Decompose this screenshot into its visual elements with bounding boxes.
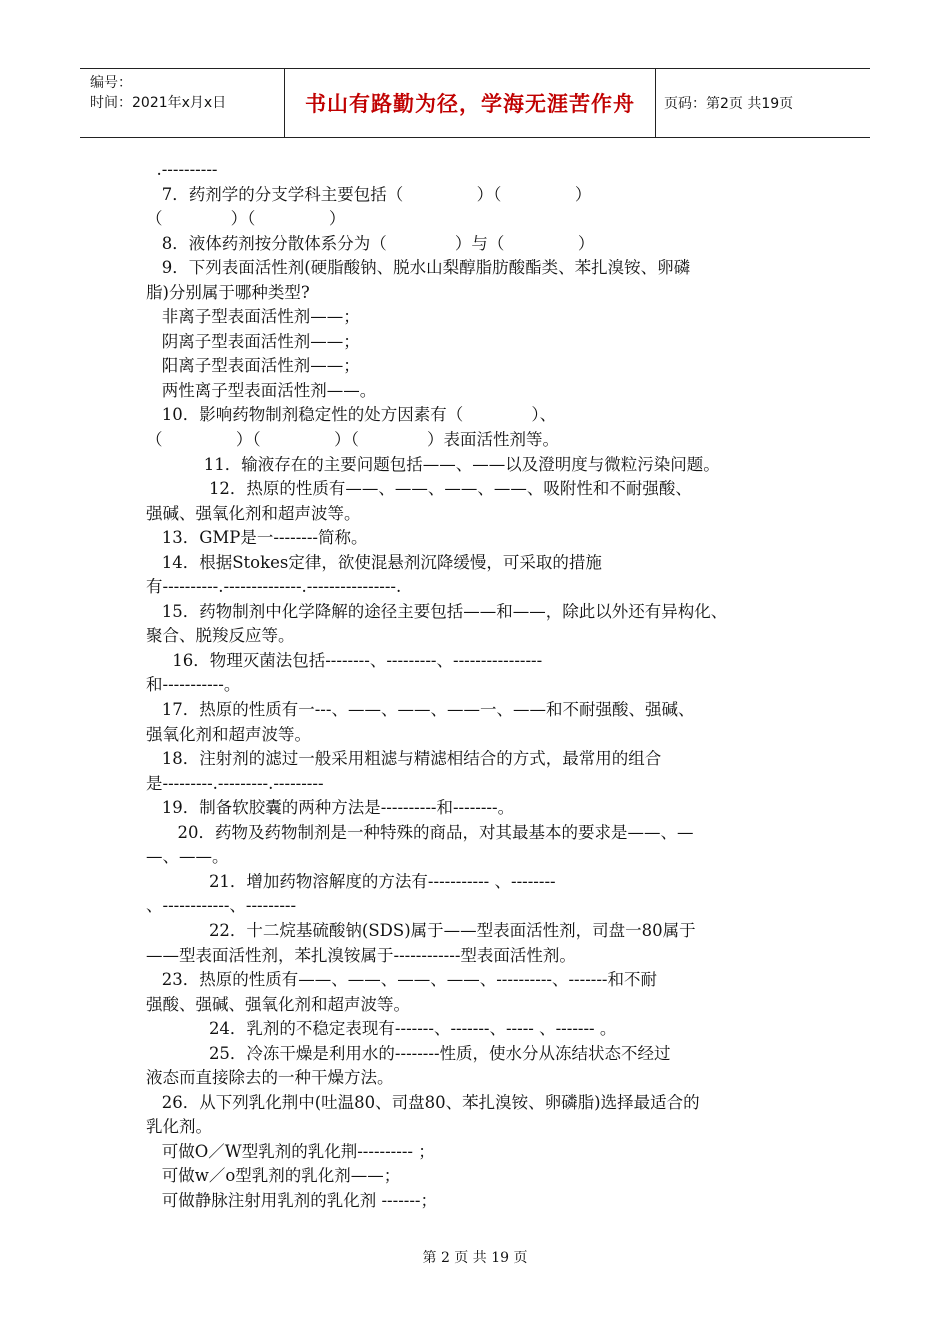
text-line: 和-----------。 (146, 675, 241, 695)
text-line: —、——。 (146, 847, 229, 867)
page-footer: 第 2 页 共 19 页 (422, 1250, 528, 1266)
text-line: 12．热原的性质有——、——、——、——、吸附性和不耐强酸、 (146, 479, 692, 499)
text-line: 21．增加药物溶解度的方法有----------- 、-------- (146, 871, 556, 891)
text-line: 22．十二烷基硫酸钠(SDS)属于——型表面活性剂，司盘一80属于 (146, 920, 696, 940)
text-line: 强碱、强氧化剂和超声波等。 (146, 503, 361, 523)
text-line: （ ）（ ） (146, 209, 346, 229)
text-line: 阳离子型表面活性剂——； (146, 356, 360, 376)
text-line: 、------------、--------- (146, 896, 297, 916)
header-page-info: 页码：第2页 共19页 (664, 96, 794, 112)
text-line: 19．制备软胶囊的两种方法是----------和--------。 (146, 798, 515, 818)
text-line: 10．影响药物制剂稳定性的处方因素有（ ）、 (146, 405, 557, 425)
text-line: 两性离子型表面活性剂——。 (146, 380, 377, 400)
text-line: 17．热原的性质有一---、——、——、——一、——和不耐强酸、强碱、 (146, 700, 695, 720)
text-line: 8．液体药剂按分散体系分为（ ）与（ ） (146, 233, 595, 253)
text-line: 16．物理灭菌法包括--------、---------、---------------- (146, 650, 543, 670)
time-label: 时间：2021年x月x日 (90, 95, 227, 111)
text-line: 可做O／W型乳剂的乳化荆---------- ； (146, 1141, 435, 1161)
document-body (146, 158, 826, 1214)
text-line: 18．注射剂的滤过一般采用粗滤与精滤相结合的方式，最常用的组合 (146, 749, 662, 769)
text-line: 乳化剂。 (146, 1117, 212, 1137)
text-line: 可做w／o型乳剂的乳化剂——； (146, 1166, 401, 1186)
header-motto: 书山有路勤为径，学海无涯苦作舟 (284, 69, 656, 137)
text-line: 9．下列表面活性剂(硬脂酸钠、脱水山梨醇脂肪酸酯类、苯扎溴铵、卵磷 (146, 258, 691, 278)
text-line: 强氧化剂和超声波等。 (146, 724, 311, 744)
text-line: （ ）（ ）（ ）表面活性剂等。 (146, 430, 560, 450)
text-line: 脂)分别属于哪种类型? (146, 282, 310, 302)
text-line: .---------- (146, 160, 218, 179)
text-line: 25．冷冻干燥是利用水的--------性质，使水分从冻结状态不经过 (146, 1043, 671, 1063)
text-line: 聚合、脱羧反应等。 (146, 626, 295, 646)
text-line: 是---------.---------.--------- (146, 773, 324, 793)
text-line: 14．根据Stokes定律，欲使混悬剂沉降缓慢，可采取的措施 (146, 552, 602, 572)
text-line: ——型表面活性剂，苯扎溴铵属于------------型表面活性剂。 (146, 945, 576, 965)
text-line: 20．药物及药物制剂是一种特殊的商品，对其最基本的要求是——、— (146, 822, 694, 842)
text-line: 11．输液存在的主要问题包括——、——以及澄明度与微粒污染问题。 (146, 454, 720, 474)
text-line: 液态而直接除去的一种干燥方法。 (146, 1068, 394, 1088)
text-line: 7．药剂学的分支学科主要包括（ ）（ ） (146, 184, 592, 204)
page-header (80, 68, 870, 138)
text-line: 有----------.--------------.----------------. (146, 577, 402, 597)
text-line: 非离子型表面活性剂——； (146, 307, 360, 327)
text-line: 强酸、强碱、强氧化剂和超声波等。 (146, 994, 410, 1014)
text-line: 15．药物制剂中化学降解的途径主要包括——和——，除此以外还有异构化、 (146, 601, 728, 621)
text-line: 23．热原的性质有——、——、——、——、----------、-------和不耐 (146, 970, 658, 990)
text-line: 26．从下列乳化荆中(吐温80、司盘80、苯扎溴铵、卵磷脂)选择最适合的 (146, 1092, 700, 1112)
text-line: 24．乳剂的不稳定表现有-------、-------、----- 、------- 。 (146, 1019, 617, 1039)
text-line: 阴离子型表面活性剂——； (146, 331, 360, 351)
text-line: 13．GMP是一--------简称。 (146, 528, 368, 548)
code-label: 编号： (90, 75, 132, 91)
header-meta (90, 73, 280, 113)
text-line: 可做静脉注射用乳剂的乳化剂 -------； (146, 1190, 438, 1210)
